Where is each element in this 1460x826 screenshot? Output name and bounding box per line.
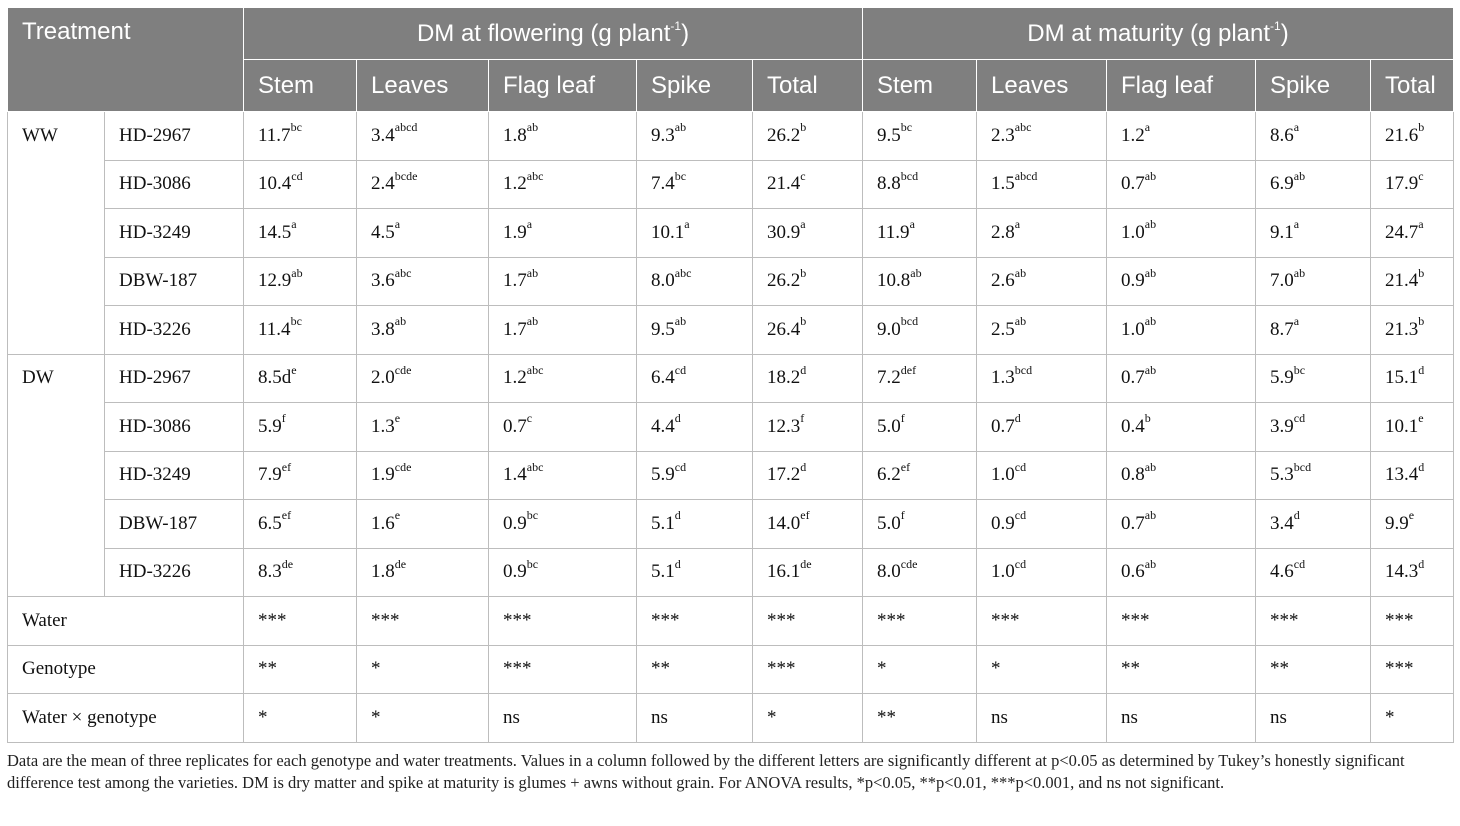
table-row: [8, 306, 1454, 355]
value-cell: 1.2$^a$: [1107, 112, 1256, 161]
genotype-cell: HD-3249: [105, 209, 244, 258]
anova-cell: *: [1371, 694, 1454, 743]
value-cell: 7.2$^{def}$: [863, 354, 977, 403]
significance-letters: d: [1293, 508, 1300, 523]
genotype-cell: HD-3226: [105, 306, 244, 355]
value-cell: 9.9e: [1371, 500, 1454, 549]
anova-cell: ns: [637, 694, 753, 743]
significance-letters: cd: [674, 362, 687, 377]
value-cell: 11.4$^{bc}$: [244, 306, 357, 355]
significance-letters: ab: [1144, 314, 1157, 329]
value-cell: 21.6$^b$: [1371, 112, 1454, 161]
significance-letters: f: [800, 411, 805, 426]
significance-letters: d: [1418, 362, 1425, 377]
value-cell: 5.0$^f$: [863, 403, 977, 452]
column-header: Total: [753, 60, 863, 112]
table-row: [8, 548, 1454, 597]
significance-letters: d: [1418, 459, 1425, 474]
value-cell: 14.0$^{ef}$: [753, 500, 863, 549]
column-header: Total: [1371, 60, 1454, 112]
treatment-cell: [8, 306, 105, 355]
treatment-cell: DW: [8, 354, 105, 403]
value-cell: 1.3e: [357, 403, 489, 452]
genotype-cell: DBW-187: [105, 257, 244, 306]
significance-letters: cd: [1014, 556, 1027, 571]
significance-letters: ab: [1144, 556, 1157, 571]
value-cell: 0.4$^b$: [1107, 403, 1256, 452]
significance-letters: de: [281, 556, 294, 571]
significance-letters: c: [800, 168, 806, 183]
significance-letters: cd: [1293, 556, 1306, 571]
significance-letters: cd: [291, 168, 303, 183]
value-cell: $2.4^{bcde}$: [357, 160, 489, 209]
value-cell: 12.9$^{ab}$: [244, 257, 357, 306]
value-cell: 12.3$^f$: [753, 403, 863, 452]
anova-cell: ***: [1371, 645, 1454, 694]
value-cell: 4.5$^a$: [357, 209, 489, 258]
value-cell: 10.1$^a$: [637, 209, 753, 258]
value-cell: 0.7$^{ab}$: [1107, 354, 1256, 403]
anova-cell: *: [357, 694, 489, 743]
value-cell: 11.9$^a$: [863, 209, 977, 258]
anova-cell: ***: [489, 597, 637, 646]
anova-cell: *: [244, 694, 357, 743]
value-cell: 1.7$^{ab}$: [489, 257, 637, 306]
significance-letters: a: [909, 217, 915, 232]
significance-letters: a: [1144, 120, 1151, 135]
genotype-cell: HD-3249: [105, 451, 244, 500]
value-cell: 13.4$^d$: [1371, 451, 1454, 500]
value-cell: 8.6$^a$: [1256, 112, 1371, 161]
significance-letters: b: [1418, 265, 1425, 280]
value-cell: 6.5$^{ef}$: [244, 500, 357, 549]
value-cell: 16.1de: [753, 548, 863, 597]
value-cell: 24.7$^a$: [1371, 209, 1454, 258]
value-cell: 18.2$^d$: [753, 354, 863, 403]
value-cell: 1.2$^{abc}$: [489, 354, 637, 403]
table-footnote: Data are the mean of three replicates for each genotype and water treatments. Values in a column followed by the different letters are significantly different at p<0.05 as determined by Tukey’s honestly significant difference test among the varieties. DM is dry matter and spike at maturity is glumes + awns without grain. For ANOVA results, *p<0.05, **p<0.01, ***p<0.001, and ns not significant.: [7, 751, 1405, 792]
anova-cell: ***: [637, 597, 753, 646]
significance-letters: cde: [900, 556, 918, 571]
treatment-cell: [8, 257, 105, 306]
anova-cell: ns: [489, 694, 637, 743]
value-cell: 1.0$^{cd}$: [977, 548, 1107, 597]
value-cell: 30.9$^a$: [753, 209, 863, 258]
value-cell: 5.3$^{bcd}$: [1256, 451, 1371, 500]
anova-label: Water × genotype: [8, 694, 244, 743]
value-cell: 21.4$^b$: [1371, 257, 1454, 306]
anova-label: Water: [8, 597, 244, 646]
column-header: Stem: [863, 60, 977, 112]
significance-letters: e: [1418, 411, 1424, 426]
treatment-cell: [8, 548, 105, 597]
significance-letters: ef: [900, 459, 911, 474]
value-cell: 4.6$^{cd}$: [1256, 548, 1371, 597]
significance-letters: abc: [674, 265, 692, 280]
value-cell: 3.4$^d$: [1256, 500, 1371, 549]
value-cell: 1.2$^{abc}$: [489, 160, 637, 209]
value-cell: 6.9$^{ab}$: [1256, 160, 1371, 209]
significance-letters: ef: [281, 508, 292, 523]
value-cell: 2.3$^{abc}$: [977, 112, 1107, 161]
significance-letters: abcd: [394, 120, 418, 135]
significance-letters: cde: [394, 459, 412, 474]
value-cell: 0.9$^{ab}$: [1107, 257, 1256, 306]
value-cell: 10.8$^{ab}$: [863, 257, 977, 306]
significance-letters: bcd: [900, 168, 919, 183]
dry-matter-table: [7, 7, 1454, 743]
anova-cell: ***: [753, 597, 863, 646]
significance-letters: b: [800, 120, 807, 135]
value-cell: 3.8$^{ab}$: [357, 306, 489, 355]
significance-letters: bcde: [394, 168, 418, 183]
significance-letters: bcd: [1014, 362, 1033, 377]
anova-cell: ns: [1256, 694, 1371, 743]
significance-letters: ab: [1293, 265, 1306, 280]
value-cell: 7.4$^{bc}$: [637, 160, 753, 209]
significance-letters: d: [1014, 411, 1021, 426]
significance-letters: ab: [1293, 168, 1306, 183]
significance-letters: cd: [1014, 508, 1027, 523]
value-cell: 8.0$^{abc}$: [637, 257, 753, 306]
genotype-cell: HD-3226: [105, 548, 244, 597]
anova-cell: *: [357, 645, 489, 694]
significance-letters: ab: [1144, 508, 1157, 523]
significance-letters: bc: [1293, 362, 1306, 377]
table-row: [8, 451, 1454, 500]
value-cell: 1.0$^{ab}$: [1107, 209, 1256, 258]
significance-letters: bc: [900, 120, 913, 135]
value-cell: 0.9$^{bc}$: [489, 548, 637, 597]
value-cell: 4.4$^d$: [637, 403, 753, 452]
value-cell: 1.0$^{cd}$: [977, 451, 1107, 500]
significance-letters: bc: [674, 168, 687, 183]
value-cell: 26.4$^b$: [753, 306, 863, 355]
significance-letters: f: [281, 411, 286, 426]
value-cell: 7.0$^{ab}$: [1256, 257, 1371, 306]
significance-letters: a: [684, 217, 690, 232]
value-cell: 5.1$^d$: [637, 548, 753, 597]
anova-cell: ***: [753, 645, 863, 694]
value-cell: 15.1$^d$: [1371, 354, 1454, 403]
anova-cell: *: [977, 645, 1107, 694]
treatment-cell: [8, 500, 105, 549]
anova-row: [8, 597, 1454, 646]
value-cell: 1.7$^{ab}$: [489, 306, 637, 355]
table-row: [8, 160, 1454, 209]
significance-letters: a: [1293, 120, 1300, 135]
value-cell: 2.6$^{ab}$: [977, 257, 1107, 306]
significance-letters: cde: [394, 362, 412, 377]
significance-letters: e: [394, 411, 401, 426]
significance-letters: abc: [394, 265, 412, 280]
anova-cell: ***: [863, 597, 977, 646]
anova-cell: **: [1256, 645, 1371, 694]
significance-letters: c: [526, 411, 533, 426]
value-cell: 5.9$^f$: [244, 403, 357, 452]
value-cell: 0.6$^{ab}$: [1107, 548, 1256, 597]
significance-letters: e: [1408, 508, 1415, 523]
significance-letters: ab: [526, 314, 539, 329]
significance-letters: b: [800, 314, 807, 329]
significance-letters: bcd: [900, 314, 919, 329]
value-cell: 9.1$^a$: [1256, 209, 1371, 258]
anova-cell: ***: [1107, 597, 1256, 646]
value-cell: 2.5$^{ab}$: [977, 306, 1107, 355]
value-cell: 21.3$^b$: [1371, 306, 1454, 355]
significance-letters: d: [800, 362, 807, 377]
anova-cell: *: [753, 694, 863, 743]
table-row: [8, 257, 1454, 306]
significance-letters: a: [1293, 217, 1300, 232]
treatment-cell: [8, 403, 105, 452]
value-cell: 2.8$^a$: [977, 209, 1107, 258]
anova-cell: **: [244, 645, 357, 694]
value-cell: 1.6e: [357, 500, 489, 549]
value-cell: 26.2$^b$: [753, 257, 863, 306]
anova-row: [8, 694, 1454, 743]
value-cell: 0.9$^{bc}$: [489, 500, 637, 549]
significance-letters: c: [1418, 168, 1424, 183]
value-cell: 0.7$^c$: [489, 403, 637, 452]
column-header: Stem: [244, 60, 357, 112]
significance-letters: a: [800, 217, 806, 232]
anova-cell: ***: [489, 645, 637, 694]
significance-letters: ab: [526, 265, 539, 280]
table-row: [8, 500, 1454, 549]
value-cell: 1.8$^{ab}$: [489, 112, 637, 161]
significance-letters: ef: [281, 459, 292, 474]
value-cell: $8.5d^e$: [244, 354, 357, 403]
anova-cell: ***: [1371, 597, 1454, 646]
column-header: Spike: [1256, 60, 1371, 112]
value-cell: 0.7$^{ab}$: [1107, 500, 1256, 549]
significance-letters: d: [1418, 556, 1425, 571]
significance-letters: ab: [291, 265, 303, 280]
genotype-cell: HD-2967: [105, 112, 244, 161]
significance-letters: b: [1418, 120, 1425, 135]
genotype-cell: HD-3086: [105, 403, 244, 452]
significance-letters: a: [526, 217, 533, 232]
value-cell: 9.5$^{bc}$: [863, 112, 977, 161]
significance-letters: abc: [526, 362, 544, 377]
value-cell: 1.4$^{abc}$: [489, 451, 637, 500]
anova-cell: **: [863, 694, 977, 743]
anova-cell: ns: [977, 694, 1107, 743]
value-cell: 1.9$^{cde}$: [357, 451, 489, 500]
anova-cell: **: [1107, 645, 1256, 694]
value-cell: 21.4$^c$: [753, 160, 863, 209]
value-cell: 2.0$^{cde}$: [357, 354, 489, 403]
significance-letters: bc: [290, 120, 302, 135]
significance-letters: ef: [800, 508, 810, 523]
value-cell: 9.3$^{ab}$: [637, 112, 753, 161]
anova-cell: ***: [977, 597, 1107, 646]
significance-letters: abcd: [1014, 168, 1038, 183]
value-cell: 3.9$^{cd}$: [1256, 403, 1371, 452]
genotype-cell: HD-3086: [105, 160, 244, 209]
treatment-cell: WW: [8, 112, 105, 161]
significance-letters: d: [674, 411, 681, 426]
header-dm-maturity: DM at maturity (g plant$^{-1}$): [863, 8, 1454, 60]
value-cell: 5.9$^{bc}$: [1256, 354, 1371, 403]
significance-letters: de: [394, 556, 407, 571]
treatment-cell: [8, 160, 105, 209]
significance-letters: ab: [1014, 265, 1027, 280]
anova-cell: ***: [357, 597, 489, 646]
value-cell: 6.4$^{cd}$: [637, 354, 753, 403]
treatment-cell: [8, 209, 105, 258]
value-cell: 9.5$^{ab}$: [637, 306, 753, 355]
value-cell: 5.1$^d$: [637, 500, 753, 549]
significance-letters: ab: [394, 314, 407, 329]
significance-letters: a: [1293, 314, 1300, 329]
value-cell: 8.0$^{cde}$: [863, 548, 977, 597]
value-cell: $1.5^{abcd}$: [977, 160, 1107, 209]
treatment-cell: [8, 451, 105, 500]
value-cell: 10.1e: [1371, 403, 1454, 452]
header-dm-flowering: DM at flowering (g plant$^{-1}$): [244, 8, 863, 60]
value-cell: 10.4$^{cd}$: [244, 160, 357, 209]
value-cell: 1.8de: [357, 548, 489, 597]
significance-letters: b: [1418, 314, 1425, 329]
significance-letters: bc: [526, 556, 539, 571]
value-cell: 17.9$^c$: [1371, 160, 1454, 209]
value-cell: 11.7$^{bc}$: [244, 112, 357, 161]
column-header: Leaves: [977, 60, 1107, 112]
value-cell: 8.3de: [244, 548, 357, 597]
significance-letters: ab: [674, 120, 687, 135]
value-cell: 14.5$^a$: [244, 209, 357, 258]
column-header: Spike: [637, 60, 753, 112]
significance-letters: d: [674, 556, 681, 571]
value-cell: 0.7$^{ab}$: [1107, 160, 1256, 209]
significance-letters: bc: [526, 508, 539, 523]
significance-letters: ab: [1144, 168, 1157, 183]
significance-letters: def: [900, 362, 917, 377]
significance-letters: ab: [1144, 362, 1157, 377]
genotype-cell: DBW-187: [105, 500, 244, 549]
significance-letters: b: [800, 265, 807, 280]
value-cell: 3.6$^{abc}$: [357, 257, 489, 306]
significance-letters: e: [394, 508, 401, 523]
value-cell: 17.2$^d$: [753, 451, 863, 500]
value-cell: 5.0$^f$: [863, 500, 977, 549]
table-row: [8, 209, 1454, 258]
significance-letters: de: [800, 556, 812, 571]
significance-letters: b: [1144, 411, 1151, 426]
column-header: Flag leaf: [489, 60, 637, 112]
value-cell: 9.0$^{bcd}$: [863, 306, 977, 355]
column-header: Flag leaf: [1107, 60, 1256, 112]
header-treatment: Treatment: [8, 8, 244, 112]
significance-letters: d: [674, 508, 681, 523]
significance-letters: a: [291, 217, 297, 232]
significance-letters: a: [1418, 217, 1424, 232]
value-cell: 5.9$^{cd}$: [637, 451, 753, 500]
value-cell: 0.9$^{cd}$: [977, 500, 1107, 549]
value-cell: 8.8$^{bcd}$: [863, 160, 977, 209]
significance-letters: f: [900, 411, 905, 426]
anova-cell: ***: [1256, 597, 1371, 646]
value-cell: 14.3$^d$: [1371, 548, 1454, 597]
significance-letters: cd: [1293, 411, 1306, 426]
anova-cell: ***: [244, 597, 357, 646]
anova-label: Genotype: [8, 645, 244, 694]
value-cell: 1.3$^{bcd}$: [977, 354, 1107, 403]
value-cell: 0.8$^{ab}$: [1107, 451, 1256, 500]
significance-letters: ab: [1144, 217, 1157, 232]
value-cell: 6.2$^{ef}$: [863, 451, 977, 500]
value-cell: 0.7$^d$: [977, 403, 1107, 452]
table-row: [8, 112, 1454, 161]
significance-letters: ab: [1014, 314, 1027, 329]
significance-letters: abc: [526, 459, 544, 474]
significance-letters: bc: [290, 314, 302, 329]
significance-letters: abc: [1014, 120, 1032, 135]
table-row: [8, 354, 1454, 403]
anova-cell: *: [863, 645, 977, 694]
significance-letters: ab: [674, 314, 687, 329]
significance-letters: ab: [910, 265, 922, 280]
significance-letters: bcd: [1293, 459, 1312, 474]
column-header: Leaves: [357, 60, 489, 112]
significance-letters: f: [900, 508, 905, 523]
significance-letters: d: [800, 459, 807, 474]
anova-cell: ns: [1107, 694, 1256, 743]
significance-letters: cd: [674, 459, 687, 474]
value-cell: $3.4^{abcd}$: [357, 112, 489, 161]
anova-row: [8, 645, 1454, 694]
table-row: [8, 403, 1454, 452]
significance-letters: cd: [1014, 459, 1027, 474]
significance-letters: e: [291, 362, 297, 377]
anova-cell: **: [637, 645, 753, 694]
value-cell: 26.2$^b$: [753, 112, 863, 161]
genotype-cell: HD-2967: [105, 354, 244, 403]
significance-letters: a: [1014, 217, 1021, 232]
value-cell: 1.0$^{ab}$: [1107, 306, 1256, 355]
significance-letters: ab: [1144, 459, 1157, 474]
value-cell: 1.9$^a$: [489, 209, 637, 258]
significance-letters: ab: [1144, 265, 1157, 280]
value-cell: 8.7$^a$: [1256, 306, 1371, 355]
significance-letters: abc: [526, 168, 544, 183]
value-cell: 7.9$^{ef}$: [244, 451, 357, 500]
significance-letters: ab: [526, 120, 539, 135]
significance-letters: a: [394, 217, 401, 232]
